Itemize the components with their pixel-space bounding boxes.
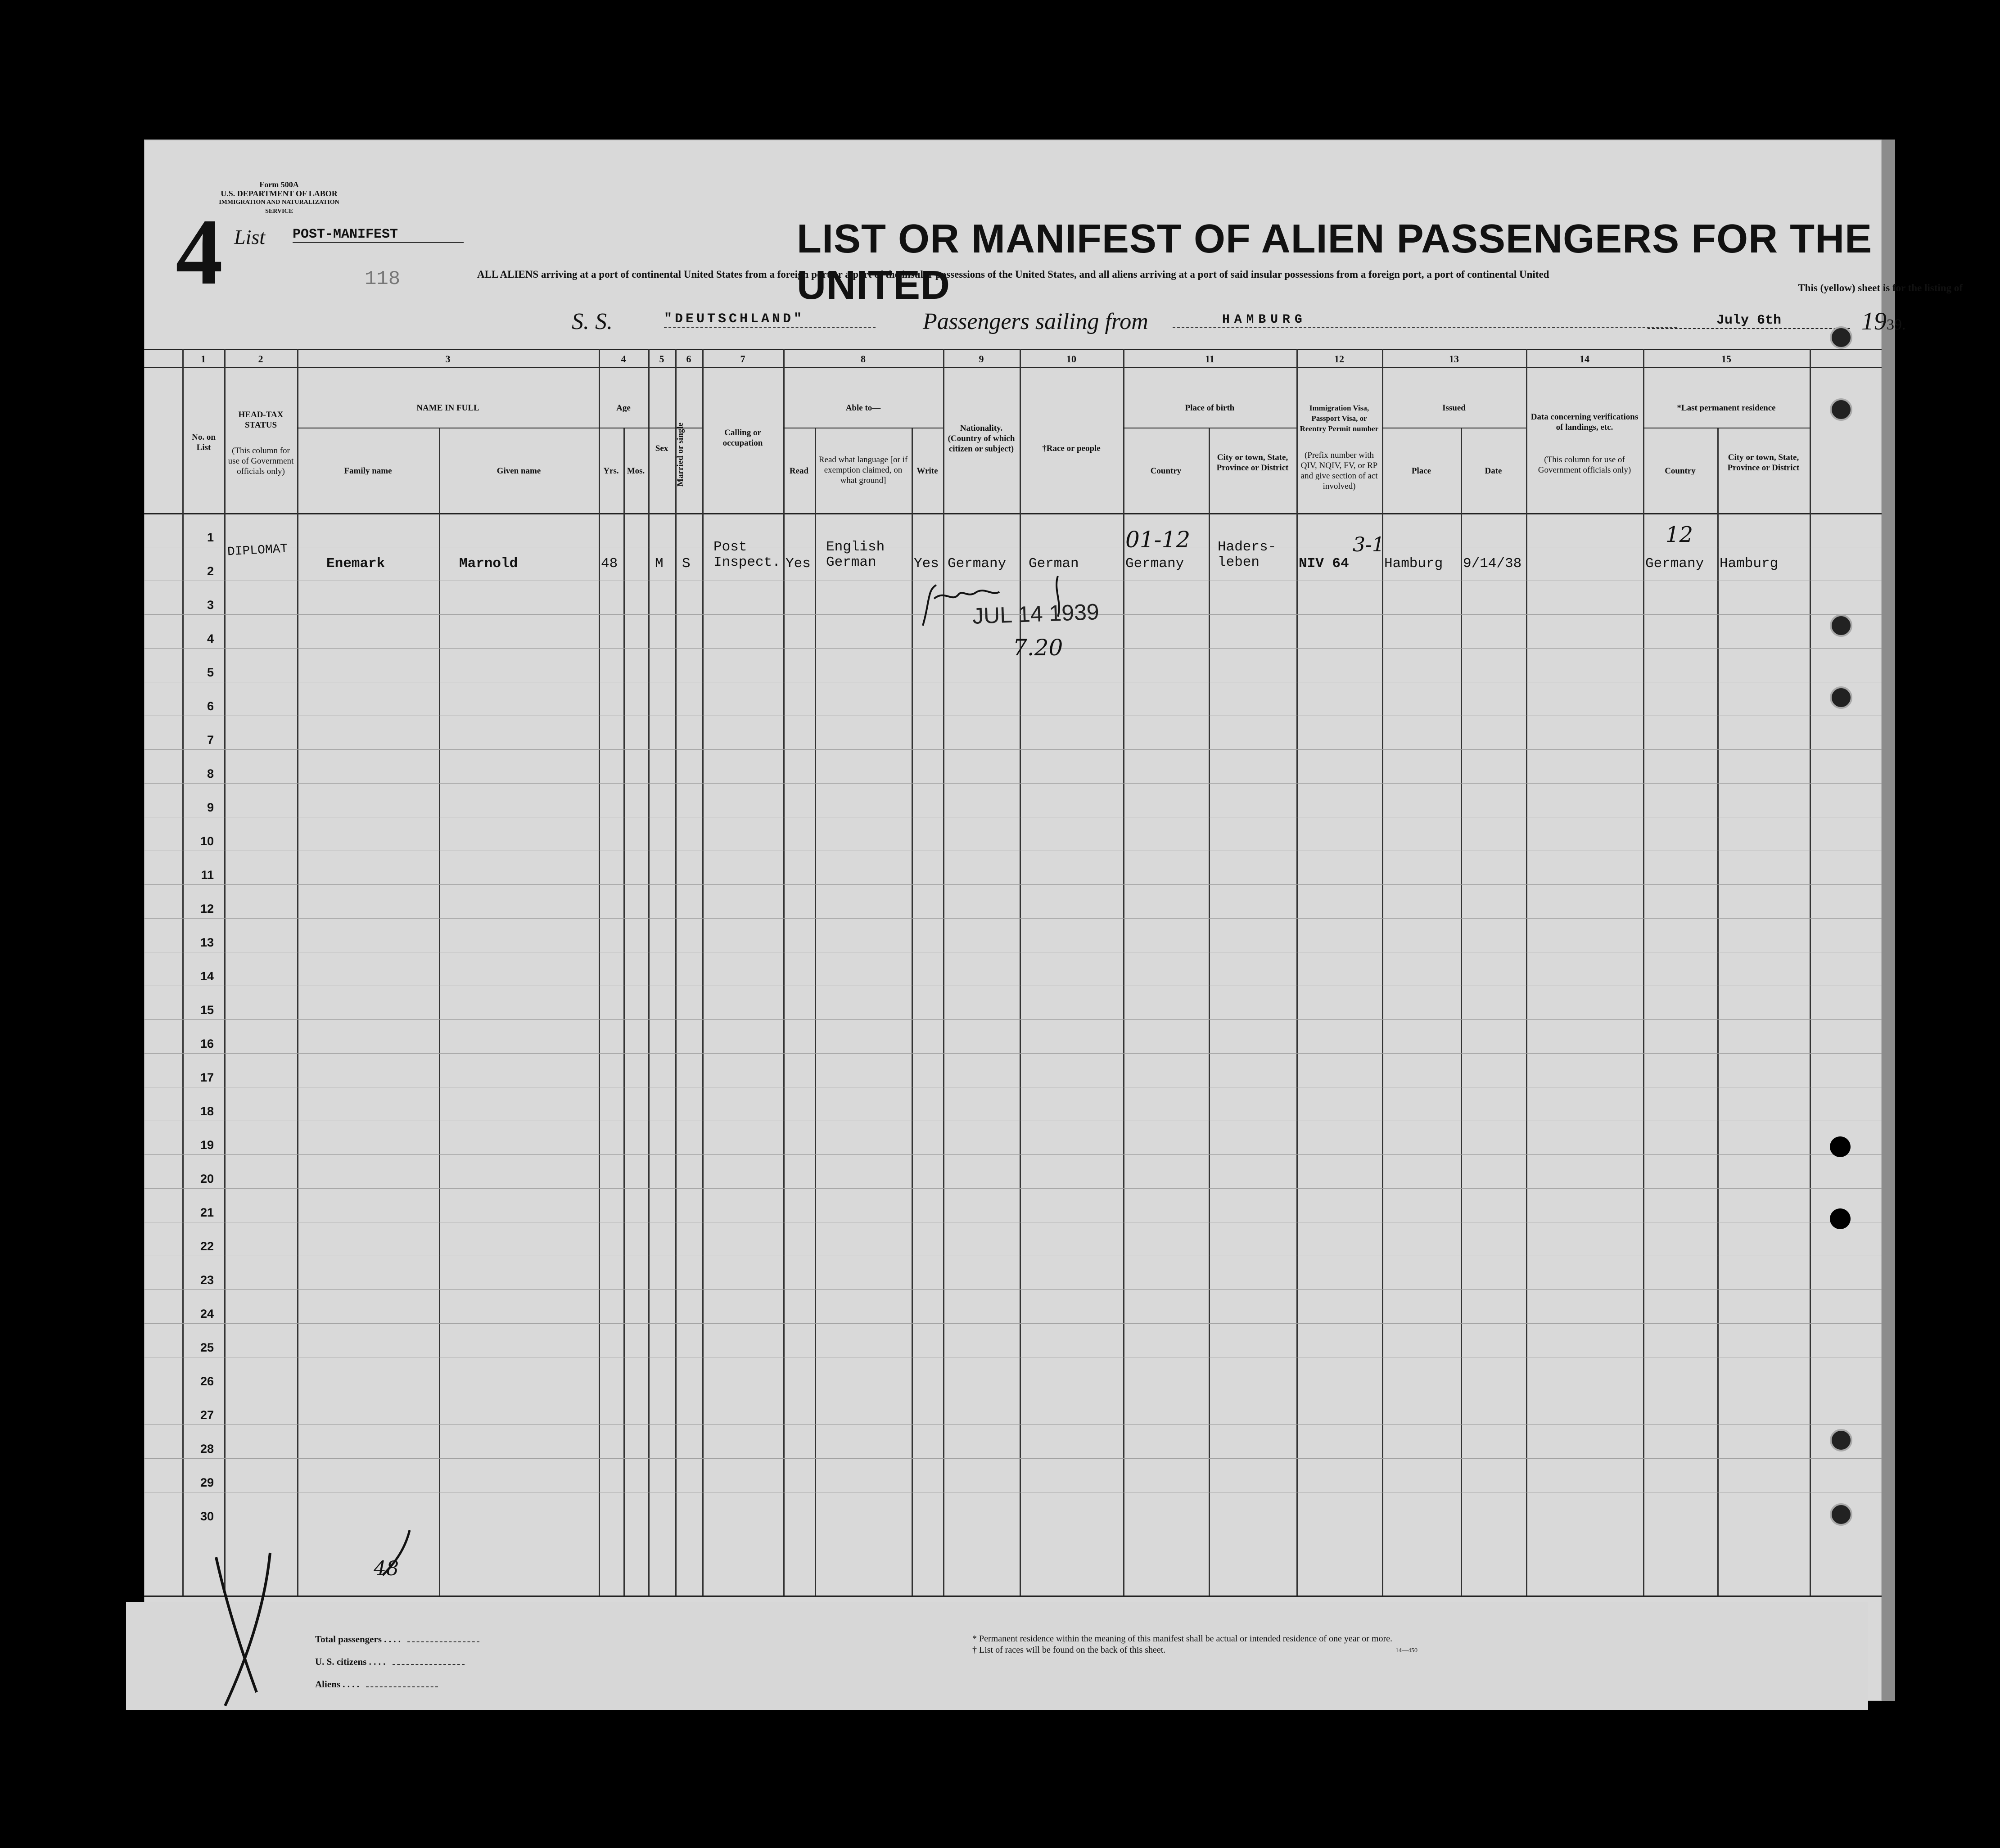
row-number: 16 bbox=[200, 1037, 214, 1050]
row-rule bbox=[144, 1323, 1882, 1324]
binder-hole bbox=[1830, 1503, 1852, 1526]
colnum-6: 6 bbox=[686, 353, 691, 365]
entry-write: Yes bbox=[914, 556, 939, 572]
hdr-birth-city: City or town, State, Province or District bbox=[1216, 453, 1289, 473]
vline bbox=[1643, 349, 1644, 1596]
list-label: List bbox=[234, 225, 266, 248]
row-number: 15 bbox=[200, 1003, 214, 1017]
row-rule bbox=[144, 1019, 1882, 1020]
entry-nationality: Germany bbox=[948, 556, 1007, 572]
stamp-number: 118 bbox=[365, 268, 401, 290]
entry-birth-city-2: leben bbox=[1218, 554, 1260, 570]
date-stamp: JUL 14 1939 bbox=[972, 599, 1100, 629]
sailing-label: Passengers sailing from bbox=[923, 309, 1148, 334]
entry-race: German bbox=[1029, 556, 1079, 572]
hdr-place-of-birth: Place of birth bbox=[1185, 403, 1235, 413]
hdr-sex: Sex bbox=[655, 444, 668, 453]
footer-total-line bbox=[407, 1641, 479, 1642]
entry-language-1: English bbox=[826, 539, 885, 555]
row-number: 23 bbox=[200, 1273, 214, 1287]
entry-birth-city-1: Haders- bbox=[1218, 539, 1277, 555]
entry-occupation-1: Post bbox=[713, 539, 747, 555]
footer-aliens-label: Aliens bbox=[315, 1679, 341, 1690]
hand-birth-mark: 01-12 bbox=[1125, 527, 1191, 553]
binder-hole bbox=[1830, 614, 1852, 637]
row-rule bbox=[144, 783, 1882, 784]
vline bbox=[1461, 428, 1462, 1596]
entry-res-city: Hamburg bbox=[1720, 556, 1779, 572]
ship-name: "DEUTSCHLAND" bbox=[664, 311, 876, 328]
entry-family-name: Enemark bbox=[326, 556, 385, 572]
vline bbox=[182, 349, 184, 1596]
colnum-9: 9 bbox=[979, 353, 984, 365]
table-bottom-rule bbox=[144, 1596, 1882, 1597]
manifest-sheet bbox=[144, 140, 1963, 1701]
hdr-given-name: Given name bbox=[497, 466, 541, 476]
footer-form-code: 14—450 bbox=[1395, 1647, 1418, 1654]
hdr-race: †Race or people bbox=[1042, 444, 1101, 453]
row-number: 9 bbox=[207, 801, 214, 814]
footer-citizens-label: U. S. citizens bbox=[315, 1656, 367, 1667]
row-number: 24 bbox=[200, 1307, 214, 1321]
colnum-10: 10 bbox=[1066, 353, 1076, 365]
entry-married: S bbox=[682, 556, 691, 572]
footer-note-2: † List of races will be found on the back of this sheet. bbox=[972, 1645, 1166, 1655]
colnum-15: 15 bbox=[1721, 353, 1731, 365]
hand-bottom-mark: 48 bbox=[374, 1557, 399, 1580]
sheet-shadow bbox=[1882, 140, 1895, 1701]
year-prefix: 19 bbox=[1861, 307, 1887, 335]
entry-occupation-2: Inspect. bbox=[713, 554, 781, 570]
entry-language-2: German bbox=[826, 554, 876, 570]
entry-read: Yes bbox=[786, 556, 811, 572]
row-number: 29 bbox=[200, 1476, 214, 1489]
ss-label: S. S. bbox=[572, 309, 613, 334]
colnum-14: 14 bbox=[1580, 353, 1589, 365]
vline bbox=[1123, 349, 1124, 1596]
row-rule bbox=[144, 1154, 1882, 1155]
hdr-married: Married or single bbox=[676, 422, 685, 487]
entry-issued-place: Hamburg bbox=[1384, 556, 1443, 572]
footer-citizens-line bbox=[393, 1664, 465, 1665]
hdr-read-lang: Read what language [or if exemption claimed, on what ground] bbox=[818, 455, 908, 485]
row-number: 30 bbox=[200, 1510, 214, 1523]
colnum-12: 12 bbox=[1334, 353, 1344, 365]
slash-mark bbox=[369, 1526, 423, 1580]
hdr-age: Age bbox=[616, 403, 631, 413]
colnum-11: 11 bbox=[1205, 353, 1214, 365]
hdr-write: Write bbox=[916, 466, 938, 476]
binder-hole bbox=[1830, 1208, 1851, 1229]
hdr-verifications-note: (This column for use of Government officials only) bbox=[1538, 455, 1631, 475]
row-rule bbox=[144, 1053, 1882, 1054]
row-number: 26 bbox=[200, 1375, 214, 1388]
sailing-year bbox=[1861, 307, 1906, 336]
entry-age-yrs: 48 bbox=[601, 556, 618, 572]
colnum-1: 1 bbox=[201, 353, 206, 365]
row-number: 6 bbox=[207, 699, 214, 713]
entry-given-name: Marnold bbox=[459, 556, 518, 572]
row-number: 8 bbox=[207, 767, 214, 780]
hdr-head-tax: HEAD-TAX STATUS bbox=[238, 410, 284, 430]
vline bbox=[1020, 349, 1021, 1596]
row-number: 21 bbox=[200, 1206, 214, 1219]
row-rule bbox=[144, 1188, 1882, 1189]
hdr-birth-country: Country bbox=[1150, 466, 1182, 476]
vline bbox=[648, 349, 650, 1596]
vline bbox=[943, 349, 944, 1596]
colnum-13: 13 bbox=[1449, 353, 1459, 365]
footer-aliens: Aliens . . . . bbox=[315, 1679, 438, 1690]
vline bbox=[783, 349, 785, 1596]
footer-citizens: U. S. citizens . . . . bbox=[315, 1656, 465, 1668]
row-number: 2 bbox=[207, 564, 214, 578]
row-number: 28 bbox=[200, 1442, 214, 1456]
sailing-port: HAMBURG bbox=[1173, 313, 1677, 328]
row-rule bbox=[144, 1289, 1882, 1290]
hdr-calling: Calling or occupation bbox=[722, 428, 763, 448]
form-number: Form 500A bbox=[259, 180, 299, 189]
binder-hole bbox=[1830, 398, 1852, 421]
hand-visa-mark: 3-1 bbox=[1353, 533, 1385, 556]
hdr-res-country: Country bbox=[1665, 466, 1696, 476]
entry-res-country: Germany bbox=[1645, 556, 1704, 572]
entry-head-tax: DIPLOMAT bbox=[227, 542, 289, 559]
row-rule bbox=[144, 918, 1882, 919]
vline bbox=[815, 428, 816, 1596]
row-number: 3 bbox=[207, 598, 214, 612]
vline bbox=[224, 349, 226, 1596]
hdr-visa: Immigration Visa, Passport Visa, or Reentry Permit number bbox=[1300, 404, 1379, 433]
signature bbox=[909, 572, 1260, 635]
row-number: 4 bbox=[207, 632, 214, 645]
hand-residence-mark: 12 bbox=[1666, 522, 1693, 547]
row-number: 27 bbox=[200, 1408, 214, 1422]
header-bottom-rule bbox=[144, 513, 1882, 514]
row-number: 13 bbox=[200, 936, 214, 949]
vline bbox=[702, 349, 704, 1596]
hdr-able-to: Able to— bbox=[845, 403, 881, 413]
row-number: 25 bbox=[200, 1341, 214, 1354]
footer-total-label: Total passengers bbox=[315, 1634, 382, 1645]
vline bbox=[623, 428, 625, 1596]
footer-note-1: * Permanent residence within the meaning of this manifest shall be actual or intended residence of one year or more. bbox=[972, 1634, 1393, 1644]
sailing-date: July 6th bbox=[1648, 313, 1850, 329]
row-number: 11 bbox=[201, 868, 214, 882]
vline bbox=[1810, 349, 1811, 1596]
binder-hole bbox=[1830, 1136, 1851, 1157]
row-rule bbox=[144, 884, 1882, 885]
row-number: 12 bbox=[200, 902, 214, 915]
hand-initials: 7.20 bbox=[1013, 635, 1063, 661]
vline bbox=[297, 349, 298, 1596]
colnum-7: 7 bbox=[740, 353, 745, 365]
table-top-rule bbox=[144, 349, 1882, 350]
row-number: 1 bbox=[207, 531, 214, 544]
vline bbox=[1526, 349, 1527, 1596]
row-rule bbox=[144, 1424, 1882, 1425]
colnum-2: 2 bbox=[258, 353, 263, 365]
hdr-issued-date: Date bbox=[1485, 466, 1502, 476]
row-number: 10 bbox=[200, 834, 214, 848]
check-mark bbox=[198, 1544, 315, 1724]
form-header-block bbox=[212, 180, 347, 216]
hdr-head-tax-note: (This column for use of Government officials only) bbox=[228, 446, 294, 476]
hdr-issued: Issued bbox=[1442, 403, 1466, 413]
binder-hole bbox=[1830, 1429, 1852, 1451]
hdr-no-on-list: No. on List bbox=[192, 433, 216, 452]
entry-sex: M bbox=[655, 556, 664, 572]
footer-aliens-line bbox=[366, 1686, 438, 1687]
row-number: 5 bbox=[207, 666, 214, 679]
row-number: 18 bbox=[200, 1104, 214, 1118]
row-number: 17 bbox=[200, 1071, 214, 1084]
colnum-3: 3 bbox=[445, 353, 451, 365]
hdr-yrs: Yrs. bbox=[603, 466, 619, 476]
vline bbox=[675, 349, 677, 1596]
row-number: 22 bbox=[200, 1240, 214, 1253]
list-big-number: 4 bbox=[176, 200, 223, 304]
footer-total: Total passengers . . . . bbox=[315, 1634, 479, 1645]
subtitle-line-2: This (yellow) sheet is for the listing of bbox=[1798, 282, 1963, 293]
subtitle bbox=[477, 268, 1963, 295]
hdr-issued-place: Place bbox=[1411, 466, 1431, 476]
hdr-mos: Mos. bbox=[627, 466, 645, 476]
colnum-4: 4 bbox=[621, 353, 626, 365]
entry-issued-date: 9/14/38 bbox=[1463, 556, 1522, 572]
vline bbox=[1296, 349, 1298, 1596]
hdr-nationality: Nationality. (Country of which citizen or subject) bbox=[948, 424, 1015, 454]
hdr-visa-note: (Prefix number with QIV, NQIV, FV, or RP and give section of act involved) bbox=[1300, 451, 1378, 491]
row-number: 7 bbox=[207, 733, 214, 747]
row-rule bbox=[144, 749, 1882, 750]
binder-hole bbox=[1830, 686, 1852, 709]
hdr-residence: *Last permanent residence bbox=[1677, 403, 1776, 413]
entry-visa: NIV 64 bbox=[1299, 556, 1349, 572]
binder-hole bbox=[1830, 326, 1852, 349]
vline bbox=[1717, 428, 1719, 1596]
list-value: POST-MANIFEST bbox=[293, 227, 464, 243]
page-title: LIST OR MANIFEST OF ALIEN PASSENGERS FOR THE UNITED bbox=[797, 216, 1873, 308]
subtitle-line-1: ALL ALIENS arriving at a port of continental United States from a foreign port or a port of the insular possessions of the United States, and all aliens arriving at a port of said insular possessions from a foreign port, a port of continental United bbox=[477, 269, 1549, 280]
hdr-verifications: Data concerning verifications of landings, etc. bbox=[1530, 412, 1639, 432]
vline bbox=[439, 428, 440, 1596]
colnum-8: 8 bbox=[861, 353, 866, 365]
hdr-name-in-full: NAME IN FULL bbox=[416, 403, 479, 413]
colnum-5: 5 bbox=[659, 353, 664, 365]
hdr-family-name: Family name bbox=[344, 466, 392, 476]
service: IMMIGRATION AND NATURALIZATION SERVICE bbox=[219, 199, 339, 215]
row-number: 20 bbox=[200, 1172, 214, 1185]
vline bbox=[599, 349, 600, 1596]
colnum-rule bbox=[144, 367, 1882, 368]
row-rule bbox=[144, 1458, 1882, 1459]
row-number: 14 bbox=[200, 969, 214, 983]
hdr-read: Read bbox=[789, 466, 809, 476]
hdr-res-city: City or town, State, Province or District bbox=[1727, 453, 1800, 473]
department: U.S. DEPARTMENT OF LABOR bbox=[221, 189, 338, 198]
entry-birth-country: Germany bbox=[1125, 556, 1184, 572]
year-suffix: 39. bbox=[1887, 316, 1906, 333]
row-number: 19 bbox=[200, 1138, 214, 1152]
